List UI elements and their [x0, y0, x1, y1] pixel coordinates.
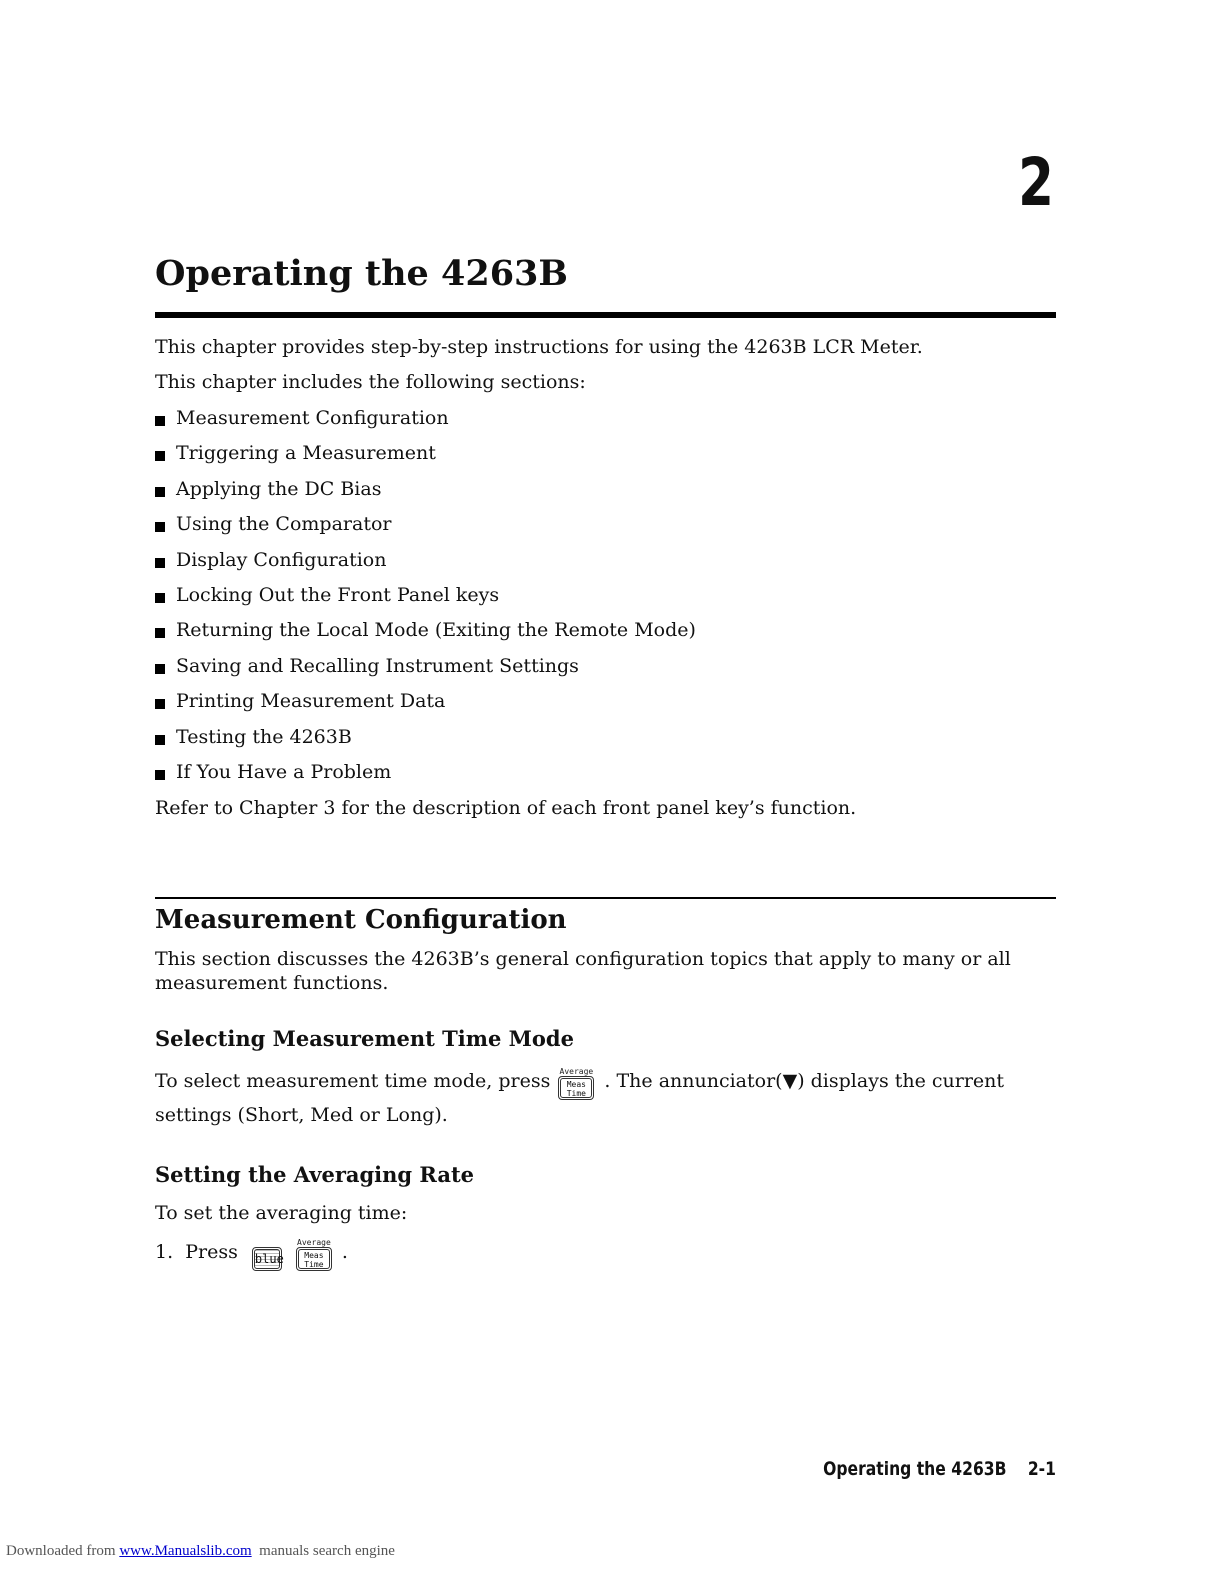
section-desc-line-2: measurement functions.	[155, 972, 389, 994]
title-rule	[155, 312, 1056, 318]
meas-time-key-icon: Average Meas Time	[559, 1067, 594, 1098]
list-item: Using the Comparator	[155, 511, 696, 546]
bullet-icon	[155, 487, 165, 497]
bullet-icon	[155, 416, 165, 426]
bullet-icon	[155, 628, 165, 638]
bullet-icon	[155, 770, 165, 780]
bullet-icon	[155, 664, 165, 674]
list-item: If You Have a Problem	[155, 759, 696, 794]
bullet-icon	[155, 451, 165, 461]
list-item: Display Configuration	[155, 547, 696, 582]
download-banner: Downloaded from www.Manualslib.com manuals search engine	[6, 1543, 395, 1559]
list-item: Testing the 4263B	[155, 724, 696, 759]
bullet-icon	[155, 699, 165, 709]
meas-time-key-icon: Average Meas Time	[297, 1238, 331, 1269]
manualslib-link[interactable]: www.Manualslib.com	[119, 1543, 252, 1559]
list-item: Returning the Local Mode (Exiting the Remote Mode)	[155, 617, 696, 652]
list-item: Saving and Recalling Instrument Settings	[155, 653, 696, 688]
page-footer	[823, 1458, 1056, 1480]
time-mode-line-2: settings (Short, Med or Long).	[155, 1104, 448, 1126]
intro-line-2: This chapter includes the following sections:	[155, 371, 586, 393]
averaging-step-1: 1. Press blue Average Meas Time .	[155, 1238, 348, 1269]
page-number: 2-1	[1027, 1458, 1056, 1480]
section-heading: Measurement Configuration	[155, 905, 567, 935]
subheading-time-mode: Selecting Measurement Time Mode	[155, 1026, 574, 1051]
chapter-title: Operating the 4263B	[155, 253, 568, 294]
bullet-icon	[155, 522, 165, 532]
time-mode-line-1: To select measurement time mode, press Average Meas Time . The annunciator(▼) displays the current	[155, 1067, 1005, 1098]
list-item: Printing Measurement Data	[155, 688, 696, 723]
list-item: Locking Out the Front Panel keys	[155, 582, 696, 617]
list-item: Applying the DC Bias	[155, 476, 696, 511]
bullet-icon	[155, 593, 165, 603]
subheading-averaging: Setting the Averaging Rate	[155, 1162, 475, 1187]
list-item: Measurement Configuration	[155, 405, 696, 440]
bullet-icon	[155, 735, 165, 745]
section-list	[155, 405, 696, 794]
bullet-icon	[155, 558, 165, 568]
section-rule	[155, 897, 1056, 899]
chapter-number: 2	[1018, 144, 1054, 221]
section-desc-line-1: This section discusses the 4263B’s general configuration topics that apply to many or all	[155, 948, 1011, 970]
refer-text: Refer to Chapter 3 for the description of each front panel key’s function.	[155, 797, 857, 819]
blue-key-icon: blue	[252, 1238, 282, 1271]
averaging-intro: To set the averaging time:	[155, 1202, 408, 1224]
intro-line-1: This chapter provides step-by-step instructions for using the 4263B LCR Meter.	[155, 336, 923, 358]
footer-title: Operating the 4263B	[823, 1458, 1007, 1480]
list-item: Triggering a Measurement	[155, 440, 696, 475]
